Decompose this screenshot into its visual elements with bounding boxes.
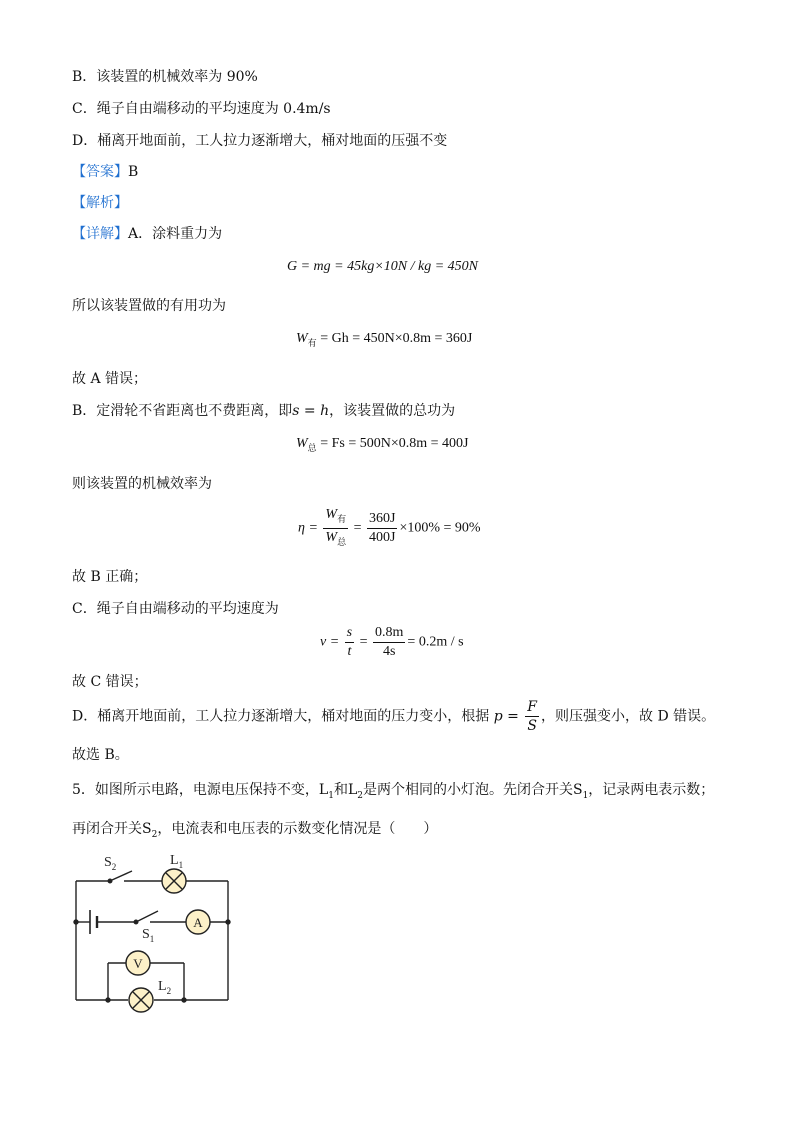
frac-num-w: W [325, 507, 338, 522]
pressure-den: S [527, 718, 537, 734]
question-5-line-1 [72, 781, 714, 805]
label-s1: $S_1$ [142, 927, 155, 944]
useful-work-symbol: W [296, 331, 308, 346]
junction-left [74, 920, 78, 924]
q5-line2-switch-sub: 2 [151, 830, 158, 840]
equation-gravity: G = mg = 45kg×10N / kg = 450N [287, 259, 479, 274]
battery-icon [90, 910, 97, 934]
q5-l2: L [347, 782, 358, 798]
efficiency-result: ×100% = 90% [399, 520, 481, 536]
lamp-l1-icon [162, 869, 186, 893]
detail-tag: 【详解】 [72, 226, 128, 242]
frac-num-value: 360J [367, 510, 397, 529]
q5-line2-switch: S [142, 821, 152, 837]
a-wrong: 故 A 错误； [72, 371, 148, 387]
total-work-rhs: = Fs = 500N×0.8m = 400J [316, 436, 469, 451]
circuit-diagram [66, 848, 246, 1023]
q5-l2-sub: 2 [357, 791, 363, 801]
speed-den-value: 4s [383, 644, 396, 659]
speed-fraction-symbols [345, 624, 354, 661]
analysis-tag: 【解析】 [72, 195, 128, 211]
frac-num-sub: 有 [337, 514, 347, 524]
label-l2: $L_2$ [158, 979, 172, 996]
speed-num-s: s [345, 624, 354, 643]
answer-value: B [128, 164, 139, 180]
ammeter-label: A [193, 915, 203, 930]
junction-right [226, 920, 230, 924]
b-correct: 故 B 正确； [72, 569, 148, 585]
total-work-subscript: 总 [307, 443, 317, 453]
option-d: D．桶离开地面前，工人拉力逐渐增大，桶对地面的压强不变 [72, 133, 448, 149]
eta-symbol: η = [298, 520, 318, 536]
q5-line2-text-a: 再闭合开关 [72, 821, 142, 837]
efficiency-fraction-symbols [323, 506, 348, 551]
pressure-num: F [527, 699, 538, 715]
voltmeter-label: V [133, 956, 143, 971]
pressure-fraction [525, 698, 539, 735]
q5-switch: S [572, 782, 583, 798]
option-b: B．该装置的机械效率为 90% [72, 69, 258, 85]
label-s2: $S_2$ [104, 855, 117, 872]
q5-switch-sub: 1 [582, 791, 589, 801]
detail-line [72, 225, 222, 243]
q5-l1-sub: 1 [328, 791, 334, 801]
equation-speed: v = $\frac{s}{t}$ = $\frac{0.8m}{4s}$ = 0.2m / s [320, 625, 464, 659]
c-intro: C．绳子自由端移动的平均速度为 [72, 601, 279, 617]
useful-work-intro: 所以该装置做的有用功为 [72, 298, 226, 314]
d-line-text: D．桶离开地面前，工人拉力逐渐增大，桶对地面的压力变小，根据 [72, 708, 490, 725]
q5-l1: L [318, 782, 329, 798]
useful-work-subscript: 有 [307, 338, 317, 348]
q5-text-a: 5．如图所示电路，电源电压保持不变， [72, 782, 319, 798]
junction-lower-left [106, 998, 110, 1002]
total-work-symbol: W [296, 436, 308, 451]
answer-line [72, 163, 138, 181]
label-l1: $L_1$ [170, 853, 184, 870]
efficiency-fraction-values [367, 510, 397, 547]
b-intro [72, 402, 455, 420]
d-line-tail: ，则压强变小，故 D 错误。 [541, 708, 716, 725]
answer-tag: 【答案】 [72, 164, 128, 180]
equation-efficiency: η = $\frac{W_有}{W_总}$ = $\frac{360J}{400J}$ ×100% = 90% [298, 506, 481, 551]
q5-text-c: ，记录两电表示数； [588, 782, 715, 798]
junction-lower-right [182, 998, 186, 1002]
d-line [72, 698, 715, 735]
speed-den-t: t [347, 644, 352, 659]
q5-text-b: 是两个相同的小灯泡。先闭合开关 [362, 782, 573, 798]
useful-work-rhs: = Gh = 450N×0.8m = 360J [316, 331, 473, 346]
voltmeter-icon [126, 951, 150, 975]
q5-and: 和 [333, 782, 348, 798]
b-intro-math: s = h [292, 403, 330, 419]
efficiency-intro: 则该装置的机械效率为 [72, 476, 212, 492]
lamp-l2-icon [129, 988, 153, 1012]
question-5-line-2 [72, 820, 437, 844]
detail-a-text: A．涂料重力为 [128, 226, 223, 242]
equation-useful-work [296, 330, 472, 352]
choose-line: 故选 B。 [72, 747, 129, 763]
speed-num-value: 0.8m [373, 624, 405, 643]
frac-den-w: W [325, 530, 338, 545]
ammeter-icon [186, 910, 210, 934]
c-wrong: 故 C 错误； [72, 674, 148, 690]
b-intro-tail: ，该装置做的总功为 [329, 403, 456, 419]
option-c: C．绳子自由端移动的平均速度为 0.4m/s [72, 101, 331, 117]
frac-den-value: 400J [369, 530, 396, 545]
frac-den-sub: 总 [337, 537, 347, 547]
pressure-symbol: p = [493, 708, 519, 725]
speed-symbol: v = [320, 634, 340, 650]
b-intro-text: B．定滑轮不省距离也不费距离，即 [72, 403, 293, 419]
speed-fraction-values [373, 624, 405, 661]
q5-line2-text-b: ，电流表和电压表的示数变化情况是（ ） [157, 821, 438, 837]
equation-total-work [296, 435, 468, 457]
speed-result: = 0.2m / s [407, 634, 464, 650]
